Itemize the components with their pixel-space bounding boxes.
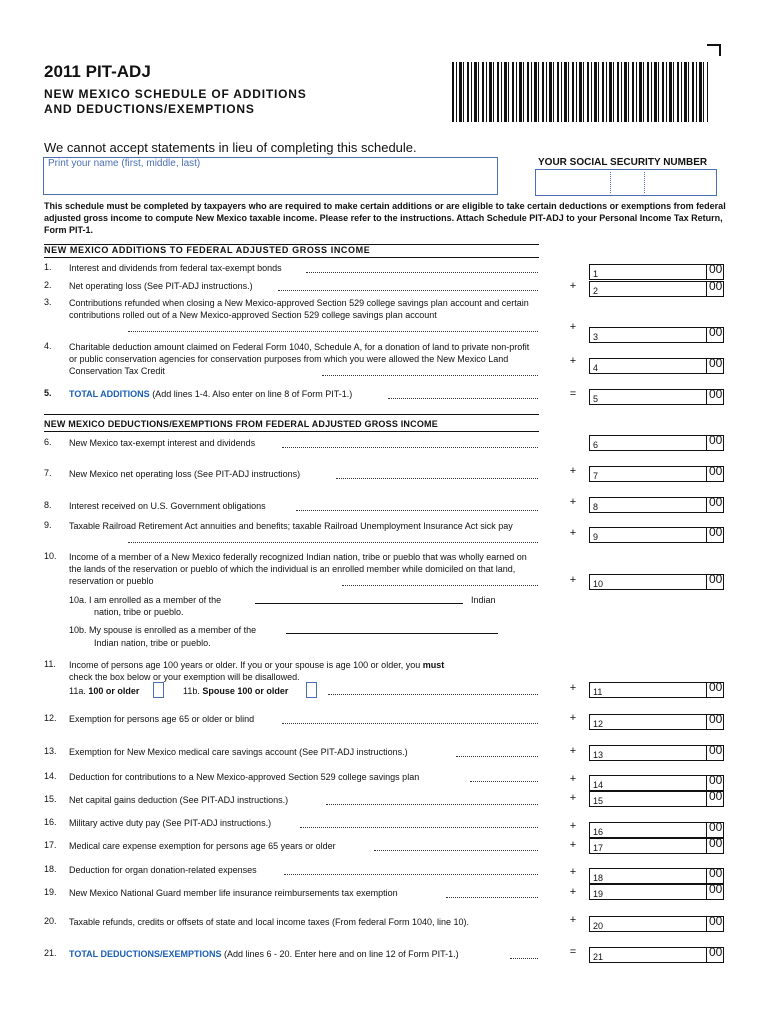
line-1-text: Interest and dividends from federal tax-exempt bonds	[69, 263, 282, 273]
cents-divider	[706, 466, 707, 482]
line-13-text: Exemption for New Mexico medical care savings account (See PIT-ADJ instructions.)	[69, 747, 408, 757]
tribe-field-10a[interactable]	[255, 603, 463, 604]
cents-divider	[706, 682, 707, 698]
line-19-number: 19.	[44, 887, 57, 897]
line-4-box-number: 4	[593, 363, 599, 373]
line-18-box-number: 18	[593, 873, 604, 883]
line-19-cents: 00	[709, 882, 723, 896]
line-7-box-number: 7	[593, 471, 599, 481]
line-15-operator: +	[569, 792, 577, 804]
leader-dots	[326, 804, 538, 805]
line-7-number: 7.	[44, 468, 52, 478]
line-9-box-number: 9	[593, 532, 599, 542]
section-divider	[44, 414, 539, 415]
line-11-number: 11.	[44, 659, 56, 669]
instructions-paragraph: This schedule must be completed by taxpayers who are required to make certain additions or are eligible to take certain deductions or exemptions from federal adjusted gross income to compute New Mexico taxable income. Please refer to the instructions. Attach Schedule PIT-ADJ to your Personal Income Tax Return, Form PIT-1.	[44, 201, 726, 235]
line-9-operator: +	[569, 527, 577, 539]
name-field-label: Print your name (first, middle, last)	[48, 158, 201, 169]
line-14-cents: 00	[709, 773, 723, 787]
line-21-text	[69, 948, 539, 960]
line-12-operator: +	[569, 712, 577, 724]
line-2-text: Net operating loss (See PIT-ADJ instructions.)	[69, 281, 253, 291]
line-10b	[69, 624, 256, 636]
line-3-operator: +	[569, 321, 577, 333]
line-20-cents: 00	[709, 914, 723, 928]
section-divider	[44, 257, 539, 258]
line-11-operator: +	[569, 682, 577, 694]
leader-dots	[300, 827, 538, 828]
line-21-box-number: 21	[593, 952, 604, 962]
line-9-cents: 00	[709, 525, 723, 539]
line-11-box-number: 11	[593, 687, 603, 697]
line-10-number: 10.	[44, 551, 57, 561]
line-15-amount[interactable]	[589, 791, 724, 807]
line-13-box-number: 13	[593, 750, 604, 760]
line-7-cents: 00	[709, 464, 723, 478]
subtitle-line-2: AND DEDUCTIONS/EXEMPTIONS	[44, 102, 255, 116]
line-11-cents: 00	[709, 680, 723, 694]
leader-dots	[296, 510, 538, 511]
line-10-box-number: 10	[593, 579, 604, 589]
line-14-number: 14.	[44, 771, 57, 781]
line-14-operator: +	[569, 773, 577, 785]
line-19-text: New Mexico National Guard member life insurance reimbursements tax exemption	[69, 888, 398, 898]
line-3-cents: 00	[709, 325, 723, 339]
line-18-operator: +	[569, 866, 577, 878]
line-19-amount[interactable]	[589, 884, 724, 900]
name-field[interactable]	[43, 157, 498, 195]
line-21-amount[interactable]	[589, 947, 724, 963]
form-title: 2011 PIT-ADJ	[44, 62, 151, 81]
line-21-label: TOTAL DEDUCTIONS/EXEMPTIONS	[69, 949, 222, 959]
line-18-cents: 00	[709, 866, 723, 880]
leader-dots	[510, 958, 538, 959]
line-2-number: 2.	[44, 280, 52, 290]
line-17-text: Medical care expense exemption for persons age 65 years or older	[69, 841, 336, 851]
leader-dots	[322, 375, 538, 376]
line-11b-label: 11b.	[183, 686, 200, 696]
line-8-cents: 00	[709, 495, 723, 509]
cents-divider	[706, 868, 707, 884]
ssn-separator	[644, 172, 645, 193]
line-17-cents: 00	[709, 836, 723, 850]
line-8-text: Interest received on U.S. Government obligations	[69, 501, 266, 511]
leader-dots	[284, 874, 538, 875]
line-3-box-number: 3	[593, 332, 599, 342]
deductions-heading: NEW MEXICO DEDUCTIONS/EXEMPTIONS FROM FEDERAL ADJUSTED GROSS INCOME	[44, 419, 438, 429]
line-16-amount[interactable]	[589, 822, 724, 838]
cents-divider	[706, 358, 707, 374]
checkbox-spouse-100-or-older[interactable]	[306, 682, 317, 698]
line-5-description: (Add lines 1-4. Also enter on line 8 of Form PIT-1.)	[152, 389, 353, 399]
cents-divider	[706, 916, 707, 932]
line-6-cents: 00	[709, 433, 723, 447]
line-18-number: 18.	[44, 864, 57, 874]
barcode	[452, 62, 708, 122]
line-16-text: Military active duty pay (See PIT-ADJ instructions.)	[69, 818, 272, 828]
line-11-must: must	[422, 660, 445, 670]
cents-divider	[706, 822, 707, 838]
ssn-separator	[610, 172, 611, 193]
line-11b-text: Spouse 100 or older	[202, 686, 289, 696]
line-14-text: Deduction for contributions to a New Mexico-approved Section 529 college savings plan	[69, 772, 420, 782]
line-20-operator: +	[569, 914, 577, 926]
line-11b	[183, 685, 288, 697]
line-17-operator: +	[569, 839, 577, 851]
line-6-text: New Mexico tax-exempt interest and dividends	[69, 438, 256, 448]
form-subtitle	[44, 87, 307, 117]
line-3-text: Contributions refunded when closing a New Mexico-approved Section 529 college savings plan account and certain contributions rolled out of a New Mexico-approved Section 529 college savings plan account	[69, 298, 529, 320]
line-10b-label: 10b.	[69, 625, 87, 635]
cents-divider	[706, 947, 707, 963]
line-3-amount[interactable]	[589, 327, 724, 343]
line-1-amount[interactable]	[589, 264, 724, 280]
line-18-text: Deduction for organ donation-related expenses	[69, 865, 257, 875]
leader-dots	[374, 850, 538, 851]
line-15-box-number: 15	[593, 796, 604, 806]
line-7-amount[interactable]	[589, 466, 724, 482]
line-9-amount[interactable]	[589, 527, 724, 543]
line-8-number: 8.	[44, 500, 52, 510]
leader-dots	[278, 290, 538, 291]
line-20-number: 20.	[44, 916, 57, 926]
ssn-label: YOUR SOCIAL SECURITY NUMBER	[538, 157, 708, 168]
leader-dots	[456, 756, 538, 757]
line-1-cents: 00	[709, 262, 723, 276]
cents-divider	[706, 327, 707, 343]
subtitle-line-1: NEW MEXICO SCHEDULE OF ADDITIONS	[44, 87, 307, 101]
line-13-number: 13.	[44, 746, 57, 756]
leader-dots	[470, 781, 538, 782]
line-16-number: 16.	[44, 817, 57, 827]
cents-divider	[706, 745, 707, 761]
line-11-text-a: Income of persons age 100 years or older. If you or your spouse is age 100 or older, you	[69, 660, 421, 670]
line-17-number: 17.	[44, 840, 57, 850]
line-5-number: 5.	[44, 388, 52, 398]
line-8-amount[interactable]	[589, 497, 724, 513]
line-18-amount[interactable]	[589, 868, 724, 884]
line-11-text-b: check the box below or your exemption will be disallowed.	[69, 672, 300, 682]
line-16-cents: 00	[709, 820, 723, 834]
cents-divider	[706, 435, 707, 451]
line-13-operator: +	[569, 745, 577, 757]
additions-heading: NEW MEXICO ADDITIONS TO FEDERAL ADJUSTED GROSS INCOME	[44, 245, 371, 255]
cents-divider	[706, 281, 707, 297]
line-17-box-number: 17	[593, 843, 604, 853]
line-11a-text: 100 or older	[88, 686, 140, 696]
line-21-cents: 00	[709, 945, 723, 959]
line-9-number: 9.	[44, 520, 52, 530]
line-7-operator: +	[569, 465, 577, 477]
notice-text: We cannot accept statements in lieu of completing this schedule.	[44, 140, 417, 155]
cents-divider	[706, 527, 707, 543]
cents-divider	[706, 574, 707, 590]
line-12-box-number: 12	[593, 719, 604, 729]
line-5-amount[interactable]	[589, 389, 724, 405]
leader-dots	[306, 272, 538, 273]
line-10-amount[interactable]	[589, 574, 724, 590]
cents-divider	[706, 389, 707, 405]
line-5-cents: 00	[709, 387, 723, 401]
line-13-cents: 00	[709, 743, 723, 757]
line-9-text: Taxable Railroad Retirement Act annuities and benefits; taxable Railroad Unemployment Insurance Act sick pay	[69, 521, 513, 531]
line-8-operator: +	[569, 496, 577, 508]
line-20-box-number: 20	[593, 921, 604, 931]
line-4-number: 4.	[44, 341, 52, 351]
line-15-cents: 00	[709, 789, 723, 803]
line-10a-continuation: nation, tribe or pueblo.	[94, 607, 184, 617]
line-5-label: TOTAL ADDITIONS	[69, 389, 150, 399]
line-10a-suffix: Indian	[471, 595, 496, 605]
line-19-operator: +	[569, 886, 577, 898]
line-10-cents: 00	[709, 572, 723, 586]
checkbox-100-or-older[interactable]	[153, 682, 164, 698]
line-6-amount[interactable]	[589, 435, 724, 451]
line-11a-label: 11a.	[69, 686, 86, 696]
leader-dots	[388, 398, 538, 399]
line-11-text	[69, 659, 539, 683]
line-1-box-number: 1	[593, 269, 599, 279]
line-8-box-number: 8	[593, 502, 599, 512]
line-6-box-number: 6	[593, 440, 599, 450]
line-15-number: 15.	[44, 794, 57, 804]
line-19-box-number: 19	[593, 889, 604, 899]
line-16-box-number: 16	[593, 827, 604, 837]
cents-divider	[706, 264, 707, 280]
line-2-amount[interactable]	[589, 281, 724, 297]
cents-divider	[706, 838, 707, 854]
leader-dots	[128, 542, 538, 543]
line-2-operator: +	[569, 280, 577, 292]
line-10b-text: My spouse is enrolled as a member of the	[89, 625, 257, 635]
line-3-number: 3.	[44, 297, 52, 307]
leader-dots	[282, 723, 538, 724]
leader-dots	[342, 585, 538, 586]
line-4-text: Charitable deduction amount claimed on Federal Form 1040, Schedule A, for a donation of land to private non-profit or public conservation agencies for conservation purposes from which you were allowed the New Mexico Land Conservation Tax Credit	[69, 342, 530, 376]
line-2-cents: 00	[709, 279, 723, 293]
section-divider	[44, 431, 539, 432]
cents-divider	[706, 791, 707, 807]
line-10-text: Income of a member of a New Mexico federally recognized Indian nation, tribe or pueblo that was wholly earned on the lands of the reservation or pueblo of which the individual is an enrolled member while domiciled on that land, reservation or pueblo	[69, 552, 527, 586]
line-17-amount[interactable]	[589, 838, 724, 854]
line-21-description: (Add lines 6 - 20. Enter here and on line 12 of Form PIT-1.)	[224, 949, 459, 959]
line-12-cents: 00	[709, 712, 723, 726]
tribe-field-10b[interactable]	[286, 633, 498, 634]
line-12-amount[interactable]	[589, 714, 724, 730]
leader-dots	[328, 694, 538, 695]
line-10a-label: 10a.	[69, 595, 87, 605]
line-12-number: 12.	[44, 713, 57, 723]
line-11-amount[interactable]	[589, 682, 724, 698]
line-6-number: 6.	[44, 437, 52, 447]
leader-dots	[336, 478, 538, 479]
leader-dots	[446, 897, 538, 898]
ssn-field[interactable]	[535, 169, 717, 196]
leader-dots	[282, 447, 538, 448]
line-21-number: 21.	[44, 948, 57, 958]
line-16-operator: +	[569, 820, 577, 832]
line-10a-text: I am enrolled as a member of the	[89, 595, 222, 605]
line-10-operator: +	[569, 574, 577, 586]
corner-mark	[707, 44, 721, 56]
line-4-amount[interactable]	[589, 358, 724, 374]
cents-divider	[706, 714, 707, 730]
line-5-operator: =	[569, 388, 577, 400]
cents-divider	[706, 884, 707, 900]
cents-divider	[706, 497, 707, 513]
line-13-amount[interactable]	[589, 745, 724, 761]
line-5-box-number: 5	[593, 394, 599, 404]
line-10a	[69, 594, 221, 606]
line-11a	[69, 685, 139, 697]
line-21-operator: =	[569, 946, 577, 958]
line-12-text: Exemption for persons age 65 or older or blind	[69, 714, 255, 724]
line-2-box-number: 2	[593, 286, 599, 296]
line-4-operator: +	[569, 355, 577, 367]
line-10b-continuation: Indian nation, tribe or pueblo.	[94, 638, 211, 648]
line-14-amount[interactable]	[589, 775, 724, 791]
line-1-number: 1.	[44, 262, 52, 272]
cents-divider	[706, 775, 707, 791]
line-20-text: Taxable refunds, credits or offsets of state and local income taxes (From federal Form 1040, line 10).	[69, 917, 470, 927]
leader-dots	[128, 331, 538, 332]
line-15-text: Net capital gains deduction (See PIT-ADJ instructions.)	[69, 795, 289, 805]
line-7-text: New Mexico net operating loss (See PIT-ADJ instructions)	[69, 469, 301, 479]
line-14-box-number: 14	[593, 780, 604, 790]
line-20-amount[interactable]	[589, 916, 724, 932]
line-4-cents: 00	[709, 356, 723, 370]
